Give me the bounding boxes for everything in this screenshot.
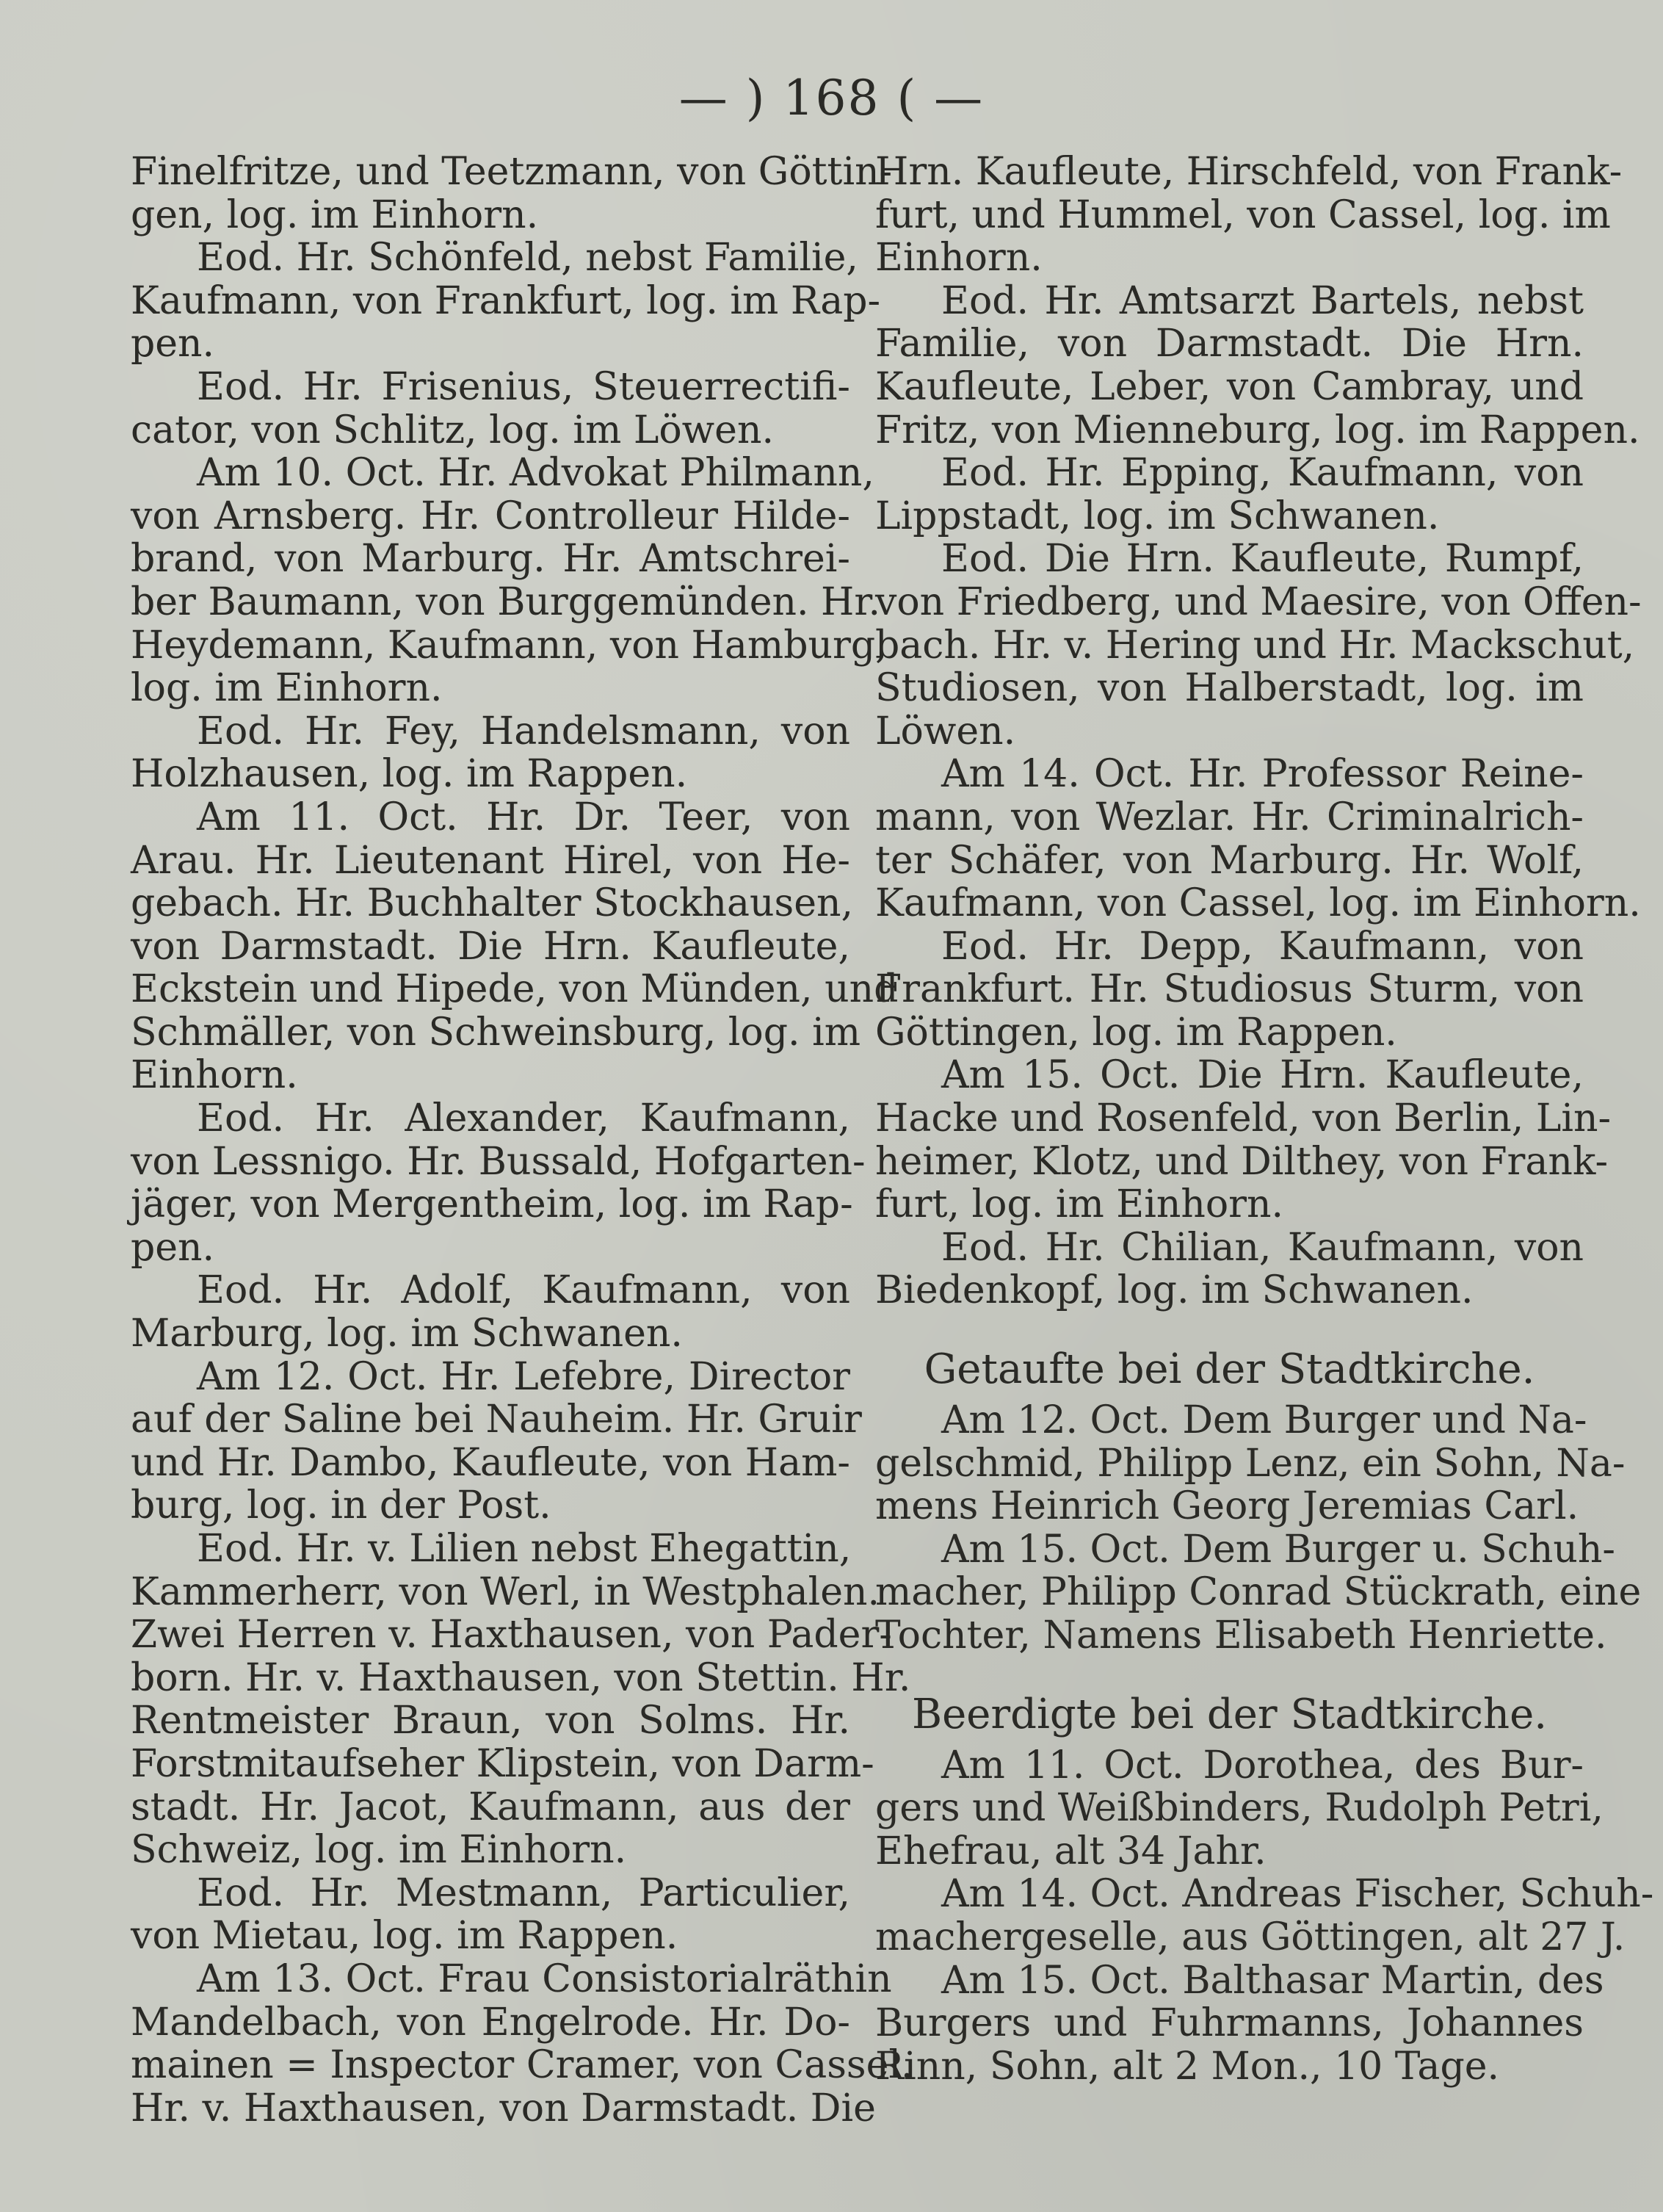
text-line: Am 15. Oct. Balthasar Martin, des	[941, 1958, 1604, 2003]
text-line: von Lessnigo. Hr. Bussald, Hofgarten-	[131, 1139, 866, 1184]
text-line: gen, log. im Einhorn.	[131, 192, 539, 237]
text-line: Eod. Die Hrn. Kaufleute, Rumpf,	[941, 537, 1584, 582]
text-line: Am 11. Oct. Dorothea, des Bur-	[941, 1743, 1584, 1788]
text-line: stadt. Hr. Jacot, Kaufmann, aus der	[131, 1785, 850, 1829]
text-line: Eod. Hr. Epping, Kaufmann, von	[941, 451, 1584, 496]
text-line: Am 12. Oct. Dem Burger und Na-	[941, 1398, 1587, 1443]
text-line: born. Hr. v. Haxthausen, von Stettin. Hr.	[131, 1655, 911, 1700]
text-line: Eod. Hr. Depp, Kaufmann, von	[941, 924, 1584, 969]
text-line: von Darmstadt. Die Hrn. Kaufleute,	[131, 924, 850, 969]
text-line: macher, Philipp Conrad Stückrath, eine	[875, 1570, 1642, 1615]
text-line: Einhorn.	[131, 1053, 298, 1098]
text-line: Hacke und Rosenfeld, von Berlin, Lin-	[875, 1096, 1612, 1141]
text-line: Göttingen, log. im Rappen.	[875, 1010, 1397, 1055]
text-line: cator, von Schlitz, log. im Löwen.	[131, 408, 774, 452]
text-line: ter Schäfer, von Marburg. Hr. Wolf,	[875, 838, 1584, 883]
text-line: gebach. Hr. Buchhalter Stockhausen,	[131, 881, 853, 926]
text-line: Tochter, Namens Elisabeth Henriette.	[875, 1613, 1607, 1658]
text-line: mann, von Wezlar. Hr. Criminalrich-	[875, 795, 1584, 839]
text-line: Eod. Hr. Schönfeld, nebst Familie,	[197, 236, 858, 281]
text-line: machergeselle, aus Göttingen, alt 27 J.	[875, 1915, 1626, 1959]
text-line: Eod. Hr. Frisenius, Steuerrectifi-	[197, 364, 850, 409]
page-header	[0, 70, 1663, 136]
text-line: Studiosen, von Halberstadt, log. im	[875, 666, 1584, 711]
text-line: und Hr. Dambo, Kaufleute, von Ham-	[131, 1440, 850, 1485]
text-line: Schmäller, von Schweinsburg, log. im	[131, 1010, 861, 1055]
text-line: furt, log. im Einhorn.	[875, 1182, 1284, 1227]
text-line: brand, von Marburg. Hr. Amtschrei-	[131, 537, 850, 582]
text-line: Finelfritze, und Teetzmann, von Göttin-	[131, 150, 893, 194]
text-line: Kaufmann, von Cassel, log. im Einhorn.	[875, 881, 1641, 926]
text-line: Fritz, von Mienneburg, log. im Rappen.	[875, 408, 1640, 452]
page-number: — ) 168 ( —	[678, 70, 985, 126]
text-line: Am 14. Oct. Hr. Professor Reine-	[941, 752, 1584, 797]
text-line: Am 14. Oct. Andreas Fischer, Schuh-	[941, 1872, 1654, 1917]
text-line: Hr. v. Haxthausen, von Darmstadt. Die	[131, 2086, 876, 2130]
text-line: auf der Saline bei Nauheim. Hr. Gruir	[131, 1398, 862, 1442]
text-line: Ehefrau, alt 34 Jahr.	[875, 1829, 1267, 1873]
text-line: Schweiz, log. im Einhorn.	[131, 1828, 627, 1873]
text-line: Rinn, Sohn, alt 2 Mon., 10 Tage.	[875, 2044, 1500, 2089]
text-line: Kammerherr, von Werl, in Westphalen.	[131, 1569, 880, 1614]
text-line: log. im Einhorn.	[131, 666, 443, 711]
text-line: Am 15. Oct. Dem Burger u. Schuh-	[941, 1527, 1615, 1572]
text-line: Marburg, log. im Schwanen.	[131, 1312, 683, 1356]
text-line: von Mietau, log. im Rappen.	[131, 1914, 678, 1959]
text-line: Arau. Hr. Lieutenant Hirel, von He-	[131, 838, 850, 883]
text-line: Biedenkopf, log. im Schwanen.	[875, 1268, 1474, 1313]
baptisms-section	[875, 1398, 1642, 1658]
text-line: mens Heinrich Georg Jeremias Carl.	[875, 1484, 1579, 1529]
text-line: Eod. Hr. Alexander, Kaufmann,	[197, 1096, 850, 1141]
text-line: Am 10. Oct. Hr. Advokat Philmann,	[197, 451, 874, 496]
text-line: Löwen.	[875, 709, 1016, 753]
text-line: gers und Weißbinders, Rudolph Petri,	[875, 1786, 1604, 1831]
text-line: mainen = Inspector Cramer, von Cassel.	[131, 2043, 913, 2088]
text-line: pen.	[131, 1225, 215, 1270]
text-line: Frankfurt. Hr. Studiosus Sturm, von	[875, 967, 1584, 1012]
arrivals-continued	[875, 150, 1642, 1313]
text-line: burg, log. in der Post.	[131, 1483, 551, 1528]
text-line: furt, und Hummel, von Cassel, log. im	[875, 192, 1611, 237]
text-line: Am 13. Oct. Frau Consistorialräthin	[197, 1956, 892, 2001]
text-line: Zwei Herren v. Haxthausen, von Pader-	[131, 1613, 892, 1658]
text-line: Familie, von Darmstadt. Die Hrn.	[875, 322, 1584, 366]
text-line: Lippstadt, log. im Schwanen.	[875, 494, 1440, 538]
text-line: Rentmeister Braun, von Solms. Hr.	[131, 1699, 850, 1743]
text-line: heimer, Klotz, und Dilthey, von Frank-	[875, 1139, 1609, 1184]
text-line: Am 12. Oct. Hr. Lefebre, Director	[197, 1354, 850, 1399]
text-line: jäger, von Mergentheim, log. im Rap-	[131, 1182, 853, 1227]
text-line: Holzhausen, log. im Rappen.	[131, 752, 688, 797]
text-line: Eod. Hr. Fey, Handelsmann, von	[197, 709, 850, 753]
text-line: Burgers und Fuhrmanns, Johannes	[875, 2001, 1584, 2046]
text-line: Eod. Hr. Adolf, Kaufmann, von	[197, 1268, 850, 1313]
text-line: ber Baumann, von Burggemünden. Hr.	[131, 579, 881, 624]
text-line: von Friedberg, und Maesire, von Offen-	[875, 579, 1642, 624]
text-line: Eckstein und Hipede, von Münden, und	[131, 967, 899, 1012]
burials-section	[875, 1743, 1654, 2089]
text-line: Am 15. Oct. Die Hrn. Kaufleute,	[941, 1053, 1584, 1098]
text-line: pen.	[131, 322, 215, 366]
text-line: Eod. Hr. Amtsarzt Bartels, nebst	[941, 278, 1584, 323]
text-line: von Arnsberg. Hr. Controlleur Hilde-	[131, 494, 850, 538]
text-line: Kaufmann, von Frankfurt, log. im Rap-	[131, 278, 881, 323]
text-line: Forstmitaufseher Klipstein, von Darm-	[131, 1741, 874, 1786]
text-line: Hrn. Kaufleute, Hirschfeld, von Frank-	[875, 150, 1623, 194]
left-column	[131, 150, 913, 2130]
text-line: Kaufleute, Leber, von Cambray, und	[875, 364, 1584, 409]
text-line: bach. Hr. v. Hering und Hr. Mackschut,	[875, 623, 1635, 668]
text-line: Mandelbach, von Engelrode. Hr. Do-	[131, 2000, 850, 2045]
baptisms-heading: Getaufte bei der Stadtkirche.	[924, 1345, 1535, 1394]
text-line: Eod. Hr. v. Lilien nebst Ehegattin,	[197, 1527, 852, 1571]
text-line: gelschmid, Philipp Lenz, ein Sohn, Na-	[875, 1441, 1626, 1486]
text-line: Eod. Hr. Mestmann, Particulier,	[197, 1871, 850, 1915]
text-line: Am 11. Oct. Hr. Dr. Teer, von	[197, 795, 850, 839]
text-line: Heydemann, Kaufmann, von Hamburg,	[131, 623, 888, 668]
burials-heading: Beerdigte bei der Stadtkirche.	[911, 1690, 1548, 1738]
text-line: Einhorn.	[875, 236, 1043, 281]
text-line: Eod. Hr. Chilian, Kaufmann, von	[941, 1225, 1584, 1270]
right-column	[875, 150, 1654, 2089]
